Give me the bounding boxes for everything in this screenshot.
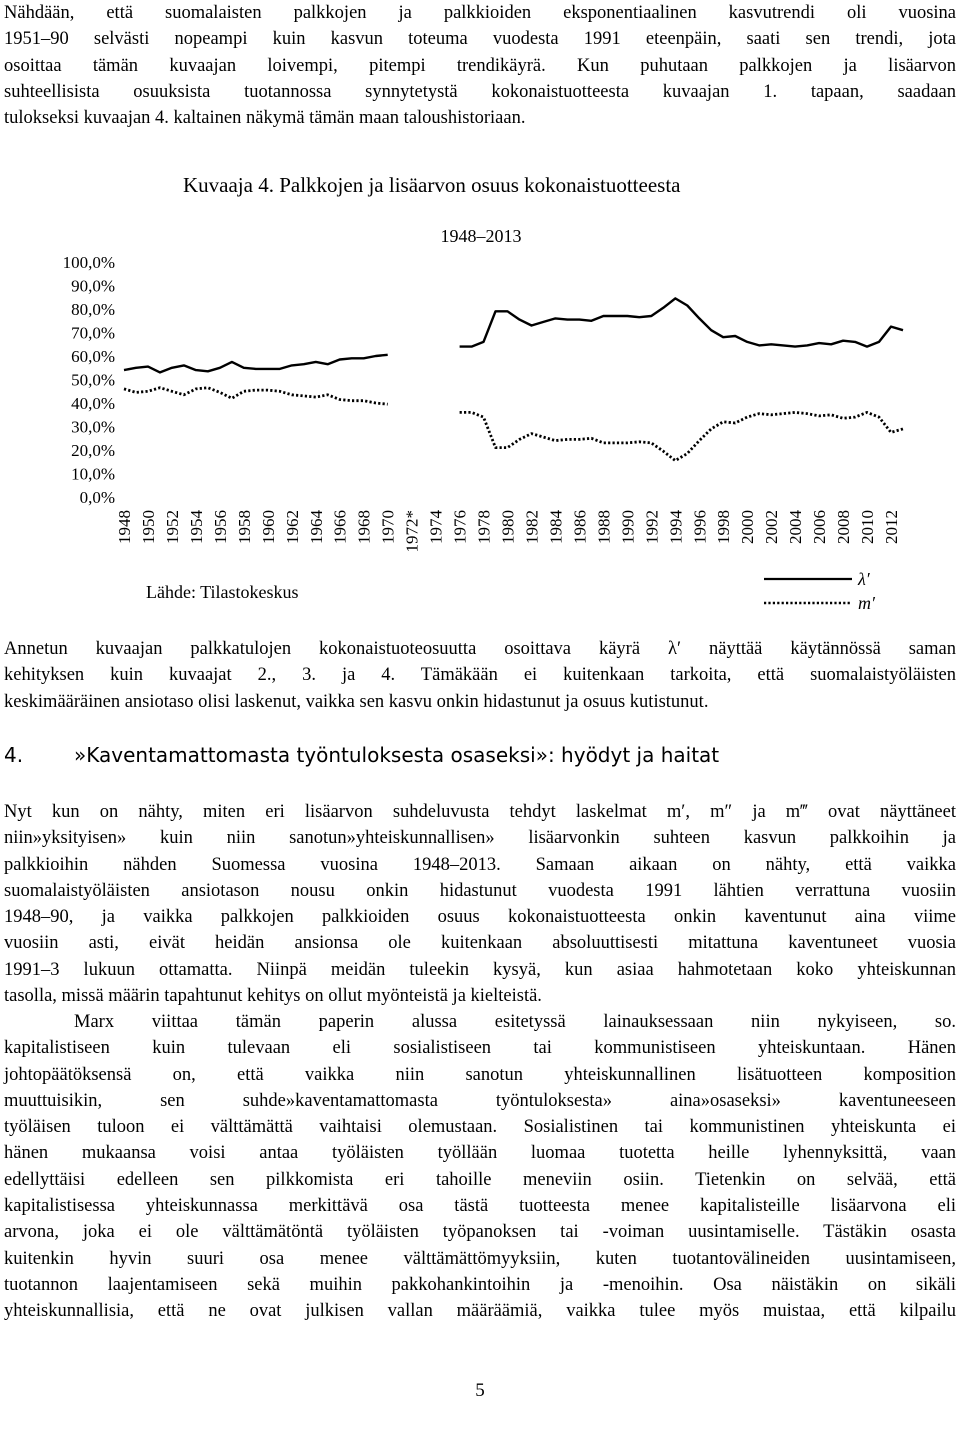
y-tick-label: 40,0%	[71, 394, 115, 413]
series-line-lambda	[460, 298, 903, 346]
intro-paragraph	[4, 0, 956, 131]
x-tick-label: 1952	[162, 510, 182, 544]
x-tick-label: 1972*	[402, 510, 422, 553]
text-line: yhteiskunnallisia, että ne ovat julkisen vallan määräämiä, vaikka tulee myös muistaa, että kilpailu	[4, 1301, 956, 1322]
x-tick-label: 1968	[354, 510, 374, 544]
x-tick-label: 1986	[570, 510, 590, 544]
text-line: Marx viittaa tämän paperin alussa esitetyssä lainauksessaan niin nykyiseen, so.	[74, 1012, 956, 1032]
text-line: palkkioihin nähden Suomessa vuosina 1948–2013. Samaan aikaan on nähty, että vaikka	[4, 854, 956, 875]
text-line: osoittaa tämän kuvaajan loivempi, pitempi trendikäyrä. Kun puhutaan palkkojen ja lisäarvon	[4, 55, 956, 76]
x-tick-label: 1982	[522, 510, 542, 544]
chart-source: Lähde: Tilastokeskus	[146, 582, 299, 602]
x-tick-label: 1988	[594, 510, 614, 544]
x-tick-label: 2002	[762, 510, 782, 544]
x-tick-label: 2004	[786, 510, 806, 544]
text-line: kapitalistisessa yhteiskunnassa merkittävä osa tästä tuotteesta menee kapitalisteille lisäarvona eli	[4, 1196, 956, 1217]
x-tick-label: 1958	[234, 510, 254, 544]
x-tick-label: 1978	[474, 510, 494, 544]
x-tick-label: 2006	[810, 510, 830, 544]
text-line: hänen mukaansa voisi antaa työläisten työllään luomaa tuotetta heille lyhennyksittä, vaan	[4, 1143, 956, 1164]
x-axis-ticks	[115, 510, 901, 553]
text-line: keskimääräinen ansiotaso olisi laskenut, vaikka sen kasvu onkin hidastunut ja osuus kutistunut.	[4, 691, 709, 712]
line-chart	[0, 160, 960, 620]
text-line: 1991–3 lukuun ottamatta. Niinpä meidän tuleekin kysyä, kun asiaa hahmotetaan koko yhteiskunnan	[4, 959, 956, 980]
series-line-m	[124, 388, 388, 405]
x-tick-label: 1970	[378, 510, 398, 544]
y-tick-label: 60,0%	[71, 347, 115, 366]
text-line: suhteellisista osuuksista tuotannossa synnytetystä kokonaistuotteesta kuvaajan 1. tapaan, saadaan	[4, 81, 956, 102]
x-tick-label: 1992	[642, 510, 662, 544]
y-tick-label: 80,0%	[71, 300, 115, 319]
x-tick-label: 1976	[450, 510, 470, 544]
x-tick-label: 2000	[738, 510, 758, 544]
x-tick-label: 1998	[714, 510, 734, 544]
section-paragraph	[4, 1009, 956, 1325]
text-line: edellyttäisi edelleen sen pilkkomista eri tahoille meneviin osiin. Tietenkin on selvää, että	[4, 1169, 956, 1190]
x-tick-label: 1984	[546, 510, 566, 544]
chart-subtitle: 1948–2013	[440, 226, 522, 246]
y-axis-ticks	[63, 253, 115, 507]
legend-label-lambda: λ′	[858, 569, 870, 589]
y-tick-label: 10,0%	[71, 464, 115, 484]
y-tick-label: 30,0%	[71, 417, 115, 437]
text-line: johtopäätöksensä on, että vaikka niin sanotun yhteiskunnallinen lisätuotteen komposition	[4, 1064, 956, 1085]
text-line: vuosiin asti, eivät heidän ansionsa ole kuitenkaan absoluuttisesti mitattuna kaventuneet vuosia	[4, 933, 956, 954]
section-heading	[4, 743, 719, 767]
x-tick-label: 1974	[426, 510, 446, 544]
section-paragraph	[4, 799, 956, 1009]
legend-label-m: m′	[858, 593, 875, 613]
text-line: Nähdään, että suomalaisten palkkojen ja palkkioiden eksponentiaalinen kasvutrendi oli vuosina	[4, 3, 956, 23]
text-line: Annetun kuvaajan palkkatulojen kokonaistuoteosuutta osoittava käyrä λ′ näyttää käytännössä saman	[4, 639, 956, 659]
text-line: tuotannon laajentamiseen sekä muihin pakkohankintoihin ja -menoihin. Osa näistäkin on sikäli	[4, 1274, 956, 1295]
text-line: tulokseksi kuvaajan 4. kaltainen näkymä tämän maan taloushistoriaan.	[4, 108, 526, 129]
x-tick-label: 1962	[282, 510, 302, 544]
x-tick-label: 1994	[666, 510, 686, 544]
series-line-m	[460, 412, 903, 460]
x-tick-label: 1996	[690, 510, 710, 544]
y-tick-label: 0,0%	[79, 488, 115, 507]
text-line: tasolla, missä määrin tapahtunut kehitys on ollut myönteistä ja kielteistä.	[4, 986, 542, 1007]
text-line: Nyt kun on nähty, miten eri lisäarvon suhdeluvusta tehdyt laskelmat m′, m″ ja m‴ ovat näyttäneet	[4, 802, 956, 822]
text-line: muuttuisikin, sen suhde»kaventamattomasta työntuloksesta» aina»osaseksi» kaventuneeseen	[4, 1090, 956, 1111]
x-tick-label: 1948	[115, 510, 134, 544]
text-line: niin»yksityisen» kuin niin sanotun»yhteiskunnallisen» lisäarvonkin suhteen kasvun palkkoihin ja	[4, 828, 956, 849]
x-tick-label: 1956	[210, 510, 230, 544]
y-tick-label: 90,0%	[71, 276, 115, 296]
chart-series	[124, 298, 903, 460]
text-line: arvona, joka ei ole välttämätöntä työläisten työpanoksen tai -voiman uusintamiselle. Tästäkin osasta	[4, 1222, 956, 1243]
chart-legend	[764, 569, 876, 613]
y-tick-label: 70,0%	[71, 323, 115, 343]
x-tick-label: 1960	[258, 510, 278, 544]
page-number: 5	[475, 1380, 485, 1401]
text-line: suomalaistyöläisten ansiotason nousu onkin hidastunut vuodesta 1991 lähtien verrattuna vuosiin	[4, 880, 956, 901]
x-tick-label: 1950	[138, 510, 158, 544]
section-title: »Kaventamattomasta työntuloksesta osaseksi»: hyödyt ja haitat	[74, 743, 720, 767]
after-chart-paragraph	[4, 636, 956, 715]
x-tick-label: 1964	[306, 510, 326, 544]
x-tick-label: 1966	[330, 510, 350, 544]
y-tick-label: 50,0%	[71, 370, 115, 390]
x-tick-label: 2008	[834, 510, 854, 544]
series-line-lambda	[124, 355, 388, 373]
text-line: 1948–90, ja vaikka palkkojen palkkioiden osuus kokonaistuotteesta onkin kaventunut aina viime	[4, 907, 956, 928]
text-line: 1951–90 selvästi nopeampi kuin kasvun toteuma vuodesta 1991 eteenpäin, saati sen trendi, jota	[4, 29, 956, 50]
text-line: kapitalistiseen kuin tulevaan eli sosialistiseen tai kommunistiseen yhteiskuntaan. Hänen	[4, 1038, 956, 1059]
x-tick-label: 1980	[498, 510, 518, 544]
x-tick-label: 2010	[858, 510, 878, 544]
text-line: kuitenkin hyvin suuri osa menee välttämättömyyksiin, kuten tuotantovälineiden uusintamiseen,	[4, 1248, 956, 1269]
chart-title: Kuvaaja 4. Palkkojen ja lisäarvon osuus kokonaistuotteesta	[183, 173, 681, 197]
text-line: työläisen tuloon ei välttämättä vaihtaisi olemustaan. Sosialistinen tai kommunistinen yhteiskunta ei	[4, 1117, 956, 1138]
x-tick-label: 1954	[186, 510, 206, 544]
y-tick-label: 20,0%	[71, 441, 115, 460]
x-tick-label: 1990	[618, 510, 638, 544]
y-tick-label: 100,0%	[62, 253, 115, 272]
text-line: kehityksen kuin kuvaajat 2., 3. ja 4. Tämäkään ei kuitenkaan tarkoita, että suomalaistyöläisten	[4, 665, 956, 686]
section-number: 4.	[4, 743, 24, 767]
x-tick-label: 2012	[882, 510, 902, 544]
